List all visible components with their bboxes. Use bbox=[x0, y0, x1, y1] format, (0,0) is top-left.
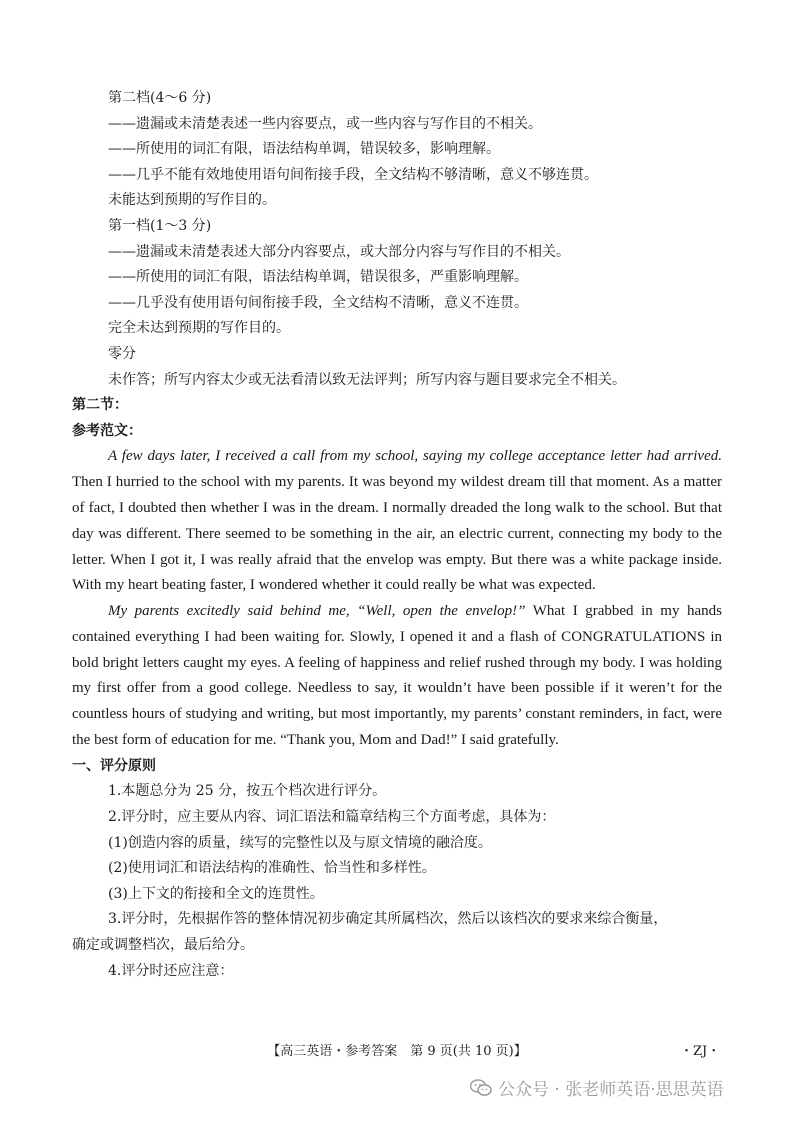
grade1-item: ——所使用的词汇有限，语法结构单调，错误很多，严重影响理解。 bbox=[108, 269, 528, 286]
principle-item: 3.评分时，先根据作答的整体情况初步确定其所属档次，然后以该档次的要求来综合衡量， bbox=[108, 911, 668, 928]
part2-heading: 第二节： bbox=[72, 397, 128, 414]
sample-paragraph-2 bbox=[72, 599, 722, 754]
grade2-title: 第二档(4～6 分) bbox=[108, 90, 212, 106]
grade2-conclusion: 未能达到预期的写作目的。 bbox=[108, 192, 276, 209]
grade1-item: ——几乎没有使用语句间衔接手段，全文结构不清晰，意义不连贯。 bbox=[108, 294, 528, 311]
wechat-icon bbox=[470, 1079, 492, 1097]
footer-page-info: 【高三英语・参考答案 第 9 页(共 10 页)】 bbox=[267, 1044, 527, 1059]
sample-heading: 参考范文： bbox=[72, 422, 142, 439]
principles-heading: 一、评分原则 bbox=[72, 757, 156, 774]
grade2-item: ——几乎不能有效地使用语句间衔接手段，全文结构不够清晰，意义不够连贯。 bbox=[108, 166, 598, 183]
zero-text: 未作答；所写内容太少或无法看清以致无法评判；所写内容与题目要求完全不相关。 bbox=[108, 371, 626, 388]
paragraph-1-body: Then I hurried to the school with my parents. It was beyond my wildest dream till that moment. As a matter of fact, I doubted then whether I was in the dream. I normally dreaded the long walk to the school. But that day was different. There seemed to be something in the air, an electric current, connecting my body to the letter. When I got it, I was really afraid that the envelop was empty. But there was a white package inside. With my heart beating faster, I wondered whether it could really be what was expected. bbox=[72, 474, 722, 594]
watermark-text: 公众号 · 张老师英语·思思英语 bbox=[498, 1080, 724, 1100]
grade1-item: ——遗漏或未清楚表述大部分内容要点，或大部分内容与写作目的不相关。 bbox=[108, 243, 570, 260]
paragraph-2-opening: My parents excitedly said behind me, “Well, open the envelop!” bbox=[108, 603, 526, 620]
grade1-conclusion: 完全未达到预期的写作目的。 bbox=[108, 320, 290, 337]
page-content bbox=[72, 86, 722, 984]
principle-item: 1.本题总分为 25 分，按五个档次进行评分。 bbox=[108, 783, 387, 800]
sub-principle-item: (2)使用词汇和语法结构的准确性、恰当性和多样性。 bbox=[108, 860, 436, 877]
footer-region-code: ・ZJ・ bbox=[680, 1044, 721, 1059]
grade1-title: 第一档(1～3 分) bbox=[108, 217, 212, 234]
grade2-item: ——遗漏或未清楚表述一些内容要点，或一些内容与写作目的不相关。 bbox=[108, 115, 542, 132]
sample-paragraph-1 bbox=[72, 444, 722, 599]
paragraph-1-opening: A few days later, I received a call from my school, saying my college acceptance letter had arrived. bbox=[108, 448, 722, 465]
principle-item: 2.评分时，应主要从内容、词汇语法和篇章结构三个方面考虑，具体为： bbox=[108, 809, 556, 826]
sub-principle-item: (1)创造内容的质量，续写的完整性以及与原文情境的融洽度。 bbox=[108, 834, 492, 851]
grade2-item: ——所使用的词汇有限，语法结构单调，错误较多，影响理解。 bbox=[108, 141, 500, 158]
sub-principle-item: (3)上下文的衔接和全文的连贯性。 bbox=[108, 885, 324, 902]
paragraph-2-body: What I grabbed in my hands contained everything I had been waiting for. Slowly, I opened it and a flash of CONGRATULATIONS in bold bright letters caught my eyes. A feeling of happiness and relief rushed through my body. I was holding my first offer from a good college. Needless to say, it wouldn’t have been possible if it weren’t for the countless hours of studying and writing, but most importantly, my parents’ constant reminders, in fact, were the best form of education for me. “Thank you, Mom and Dad!” I said gratefully. bbox=[72, 603, 722, 749]
principle-item: 4.评分时还应注意： bbox=[108, 962, 234, 979]
principle-item-continued: 确定或调整档次，最后给分。 bbox=[72, 937, 254, 954]
watermark bbox=[470, 1075, 724, 1100]
zero-title: 零分 bbox=[108, 345, 136, 362]
